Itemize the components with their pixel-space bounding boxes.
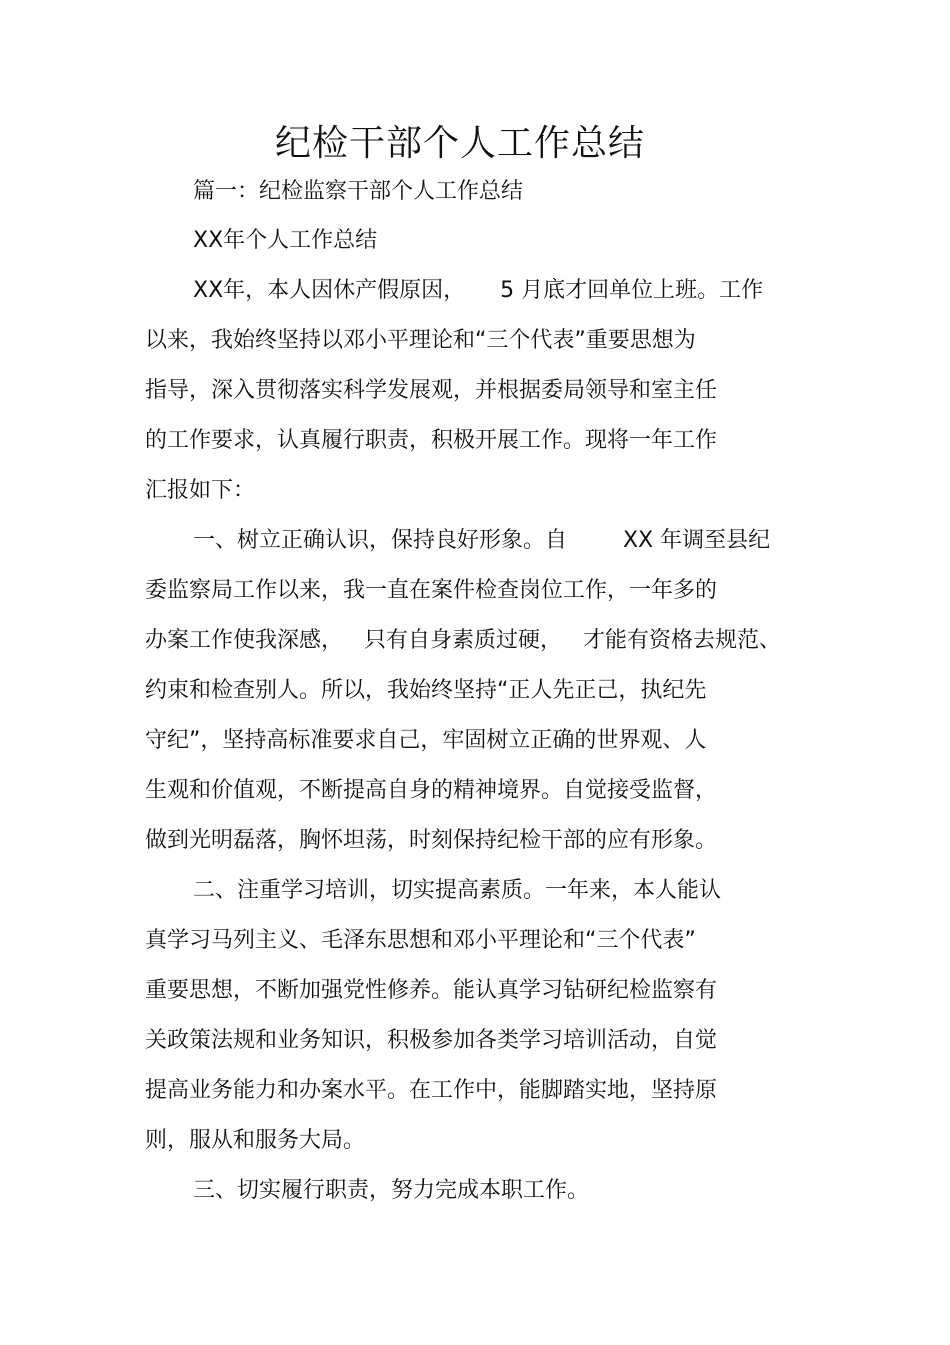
paragraph-line: 提高业务能力和办案水平。在工作中，能脚踏实地，坚持原	[145, 1078, 718, 1103]
paragraph-line: 以来，我始终坚持以邓小平理论和“三个代表”重要思想为	[145, 328, 696, 353]
paragraph-line: 重要思想，不断加强党性修养。能认真学习钻研纪检监察有	[145, 978, 718, 1003]
document-subtitle: 篇一：纪检监察干部个人工作总结	[193, 179, 524, 204]
paragraph-line: 做到光明磊落，胸怀坦荡，时刻保持纪检干部的应有形象。	[145, 828, 718, 853]
paragraph-line: 二、注重学习培训，切实提高素质。一年来，本人能认	[193, 878, 722, 903]
paragraph-line: XX年，本人因休产假原因， 5 月底才回单位上班。工作	[193, 278, 764, 303]
paragraph-line: 的工作要求，认真履行职责，积极开展工作。现将一年工作	[145, 428, 718, 453]
paragraph-line: 生观和价值观，不断提高自身的精神境界。自觉接受监督，	[145, 778, 718, 803]
paragraph-line: 关政策法规和业务知识，积极参加各类学习培训活动，自觉	[145, 1028, 718, 1053]
document-heading: XX年个人工作总结	[193, 228, 378, 253]
paragraph-line: 则，服从和服务大局。	[145, 1128, 366, 1153]
paragraph-line: 汇报如下：	[145, 478, 256, 503]
paragraph-line: 约束和检查别人。所以，我始终坚持“正人先正己，执纪先	[145, 678, 707, 703]
paragraph-line: 一、树立正确认识，保持良好形象。自 XX 年调至县纪	[193, 528, 771, 553]
document-title: 纪检干部个人工作总结	[274, 123, 645, 164]
paragraph-line: 三、切实履行职责，努力完成本职工作。	[193, 1178, 590, 1203]
paragraph-line: 办案工作使我深感， 只有自身素质过硬， 才能有资格去规范、	[145, 628, 781, 653]
paragraph-line: 委监察局工作以来，我一直在案件检查岗位工作，一年多的	[145, 578, 718, 603]
paragraph-line: 指导，深入贯彻落实科学发展观，并根据委局领导和室主任	[145, 378, 718, 403]
paragraph-line: 真学习马列主义、毛泽东思想和邓小平理论和“三个代表”	[145, 928, 696, 953]
paragraph-line: 守纪”，坚持高标准要求自己，牢固树立正确的世界观、人	[145, 728, 707, 753]
